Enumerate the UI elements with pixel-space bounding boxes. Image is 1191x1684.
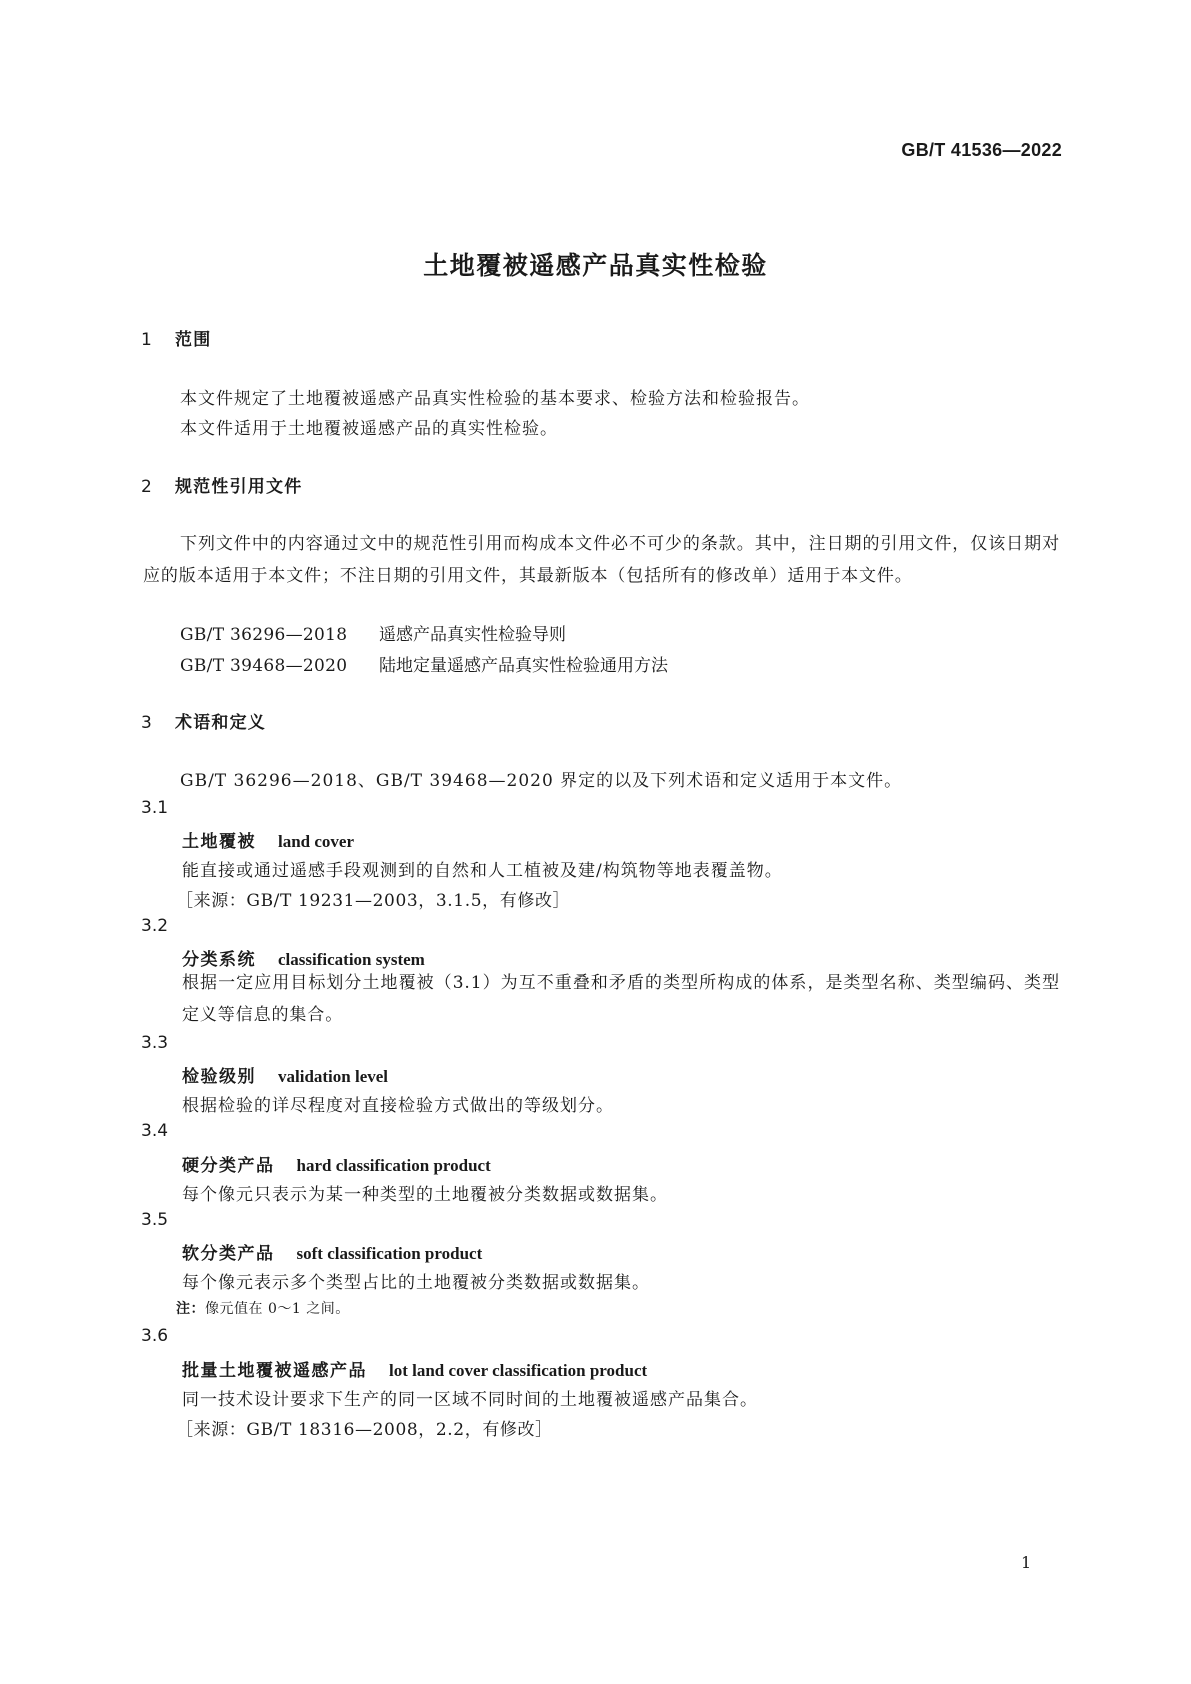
- paragraph: 本文件规定了土地覆被遥感产品真实性检验的基本要求、检验方法和检验报告。: [180, 389, 810, 409]
- document-title: 土地覆被遥感产品真实性检验: [423, 251, 768, 280]
- note-text: 像元值在 0～1 之间。: [205, 1301, 350, 1317]
- clause-number: 3.4: [141, 1121, 169, 1141]
- term-en: land cover: [278, 832, 355, 851]
- term-note: [176, 1298, 350, 1318]
- term-zh: 软分类产品: [182, 1244, 275, 1264]
- term-source: ［来源：GB/T 19231—2003，3.1.5，有修改］: [176, 891, 571, 911]
- section-heading: [141, 472, 302, 497]
- term-definition: 每个像元只表示为某一种类型的土地覆被分类数据或数据集。: [182, 1185, 668, 1205]
- paragraph: 本文件适用于土地覆被遥感产品的真实性检验。: [180, 419, 558, 439]
- term-definition: 根据一定应用目标划分土地覆被（3.1）为互不重叠和矛盾的类型所构成的体系，是类型名称、类型编码、类型定义等信息的集合。: [182, 973, 1060, 1025]
- term-zh: 分类系统: [182, 950, 256, 970]
- clause-number: 3.5: [141, 1210, 169, 1230]
- term-zh: 批量土地覆被遥感产品: [182, 1361, 367, 1381]
- term-en: lot land cover classification product: [389, 1361, 648, 1380]
- reference-item: [180, 620, 566, 645]
- clause-number: 3.2: [141, 916, 169, 936]
- term-zh: 检验级别: [182, 1067, 256, 1087]
- section-number: 3: [141, 713, 154, 733]
- term-en: hard classification product: [296, 1156, 491, 1175]
- term-en: validation level: [278, 1067, 389, 1086]
- term-definition: 同一技术设计要求下生产的同一区域不同时间的土地覆被遥感产品集合。: [182, 1390, 758, 1410]
- section-heading: [141, 325, 211, 350]
- term-definition: 根据检验的详尽程度对直接检验方式做出的等级划分。: [182, 1096, 614, 1116]
- section-title: 规范性引用文件: [175, 477, 303, 497]
- term-heading: [182, 1151, 491, 1176]
- term-heading: [182, 1062, 388, 1087]
- term-definition: 能直接或通过遥感手段观测到的自然和人工植被及建/构筑物等地表覆盖物。: [182, 861, 783, 881]
- section-title: 术语和定义: [175, 713, 266, 733]
- term-en: soft classification product: [296, 1244, 483, 1263]
- reference-code: GB/T 36296—2018: [180, 625, 348, 645]
- clause-number: 3.1: [141, 798, 169, 818]
- section-title: 范围: [175, 330, 212, 350]
- page-number: 1: [1021, 1553, 1032, 1572]
- reference-code: GB/T 39468—2020: [180, 656, 348, 676]
- term-zh: 硬分类产品: [182, 1156, 275, 1176]
- section-heading: [141, 708, 266, 733]
- standard-number: GB/T 41536—2022: [901, 140, 1062, 160]
- paragraph: 下列文件中的内容通过文中的规范性引用而构成本文件必不可少的条款。其中，注日期的引用文件，仅该日期对应的版本适用于本文件；不注日期的引用文件，其最新版本（包括所有的修改单）适用于本文件。: [143, 534, 1060, 586]
- reference-title: 陆地定量遥感产品真实性检验通用方法: [379, 656, 668, 676]
- reference-item: [180, 651, 668, 676]
- clause-number: 3.6: [141, 1326, 169, 1346]
- term-source: ［来源：GB/T 18316—2008，2.2，有修改］: [176, 1420, 553, 1440]
- term-zh: 土地覆被: [182, 832, 256, 852]
- term-en: classification system: [278, 950, 425, 969]
- reference-title: 遥感产品真实性检验导则: [379, 625, 566, 645]
- note-label: 注：: [176, 1301, 205, 1317]
- section-number: 1: [141, 330, 154, 350]
- term-definition: 每个像元表示多个类型占比的土地覆被分类数据或数据集。: [182, 1273, 650, 1293]
- term-heading: [182, 1356, 647, 1381]
- paragraph: GB/T 36296—2018、GB/T 39468—2020 界定的以及下列术语和定义适用于本文件。: [180, 771, 903, 791]
- section-number: 2: [141, 477, 154, 497]
- term-heading: [182, 827, 354, 852]
- term-heading: [182, 1239, 482, 1264]
- clause-number: 3.3: [141, 1033, 169, 1053]
